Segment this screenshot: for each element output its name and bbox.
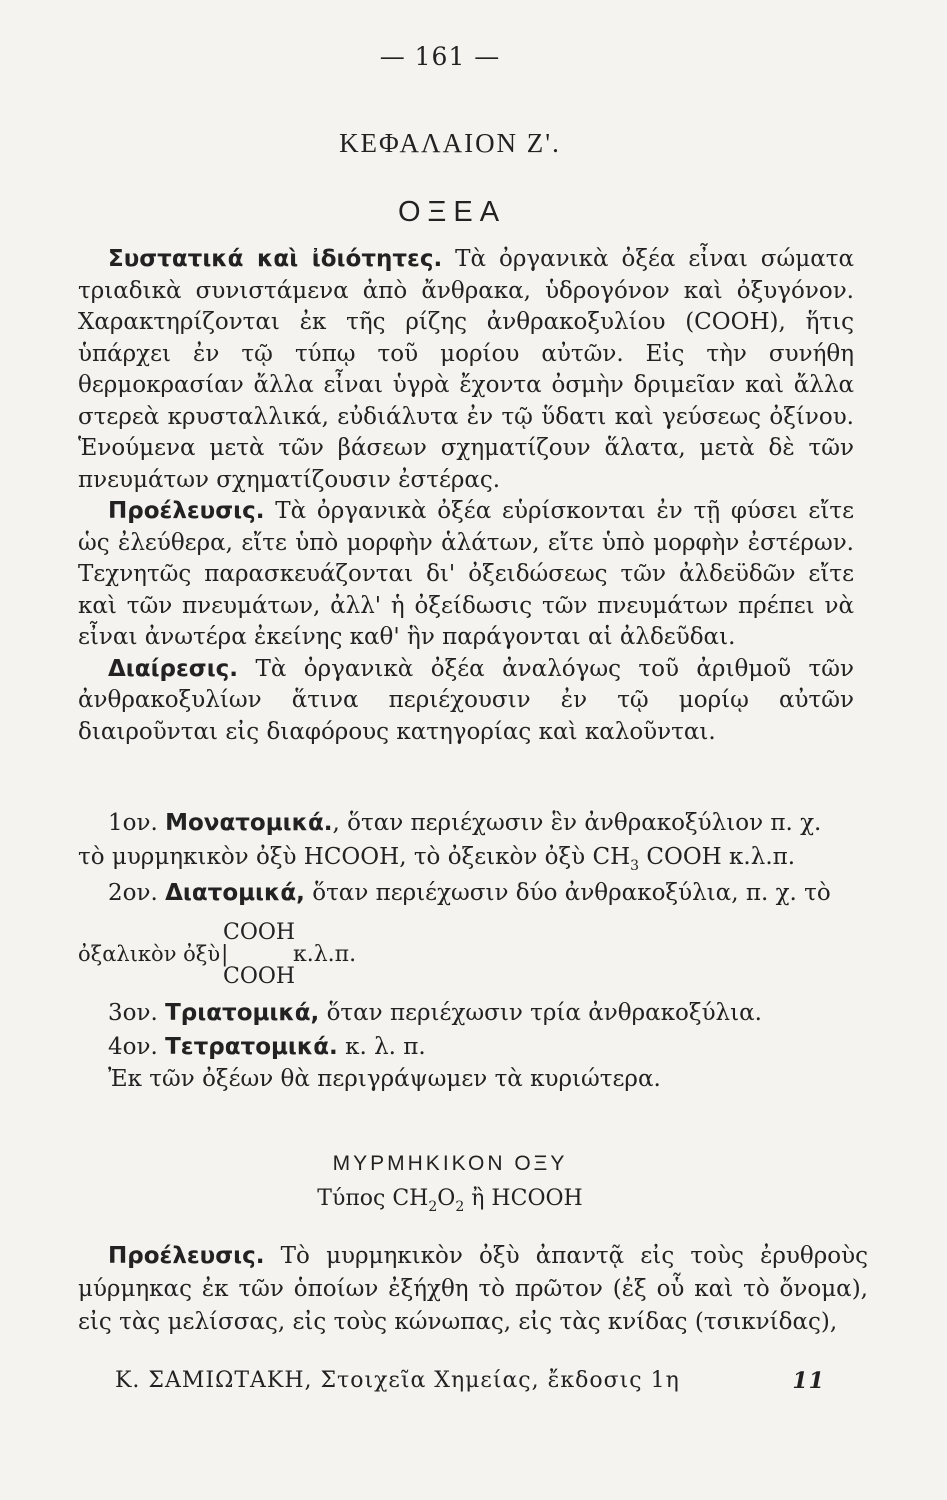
list-item (108, 1000, 762, 1026)
paragraph-origin-formic (78, 1240, 868, 1339)
list-heading: Τριατομικά, (165, 1000, 320, 1026)
list-item (108, 810, 821, 836)
list-item (108, 880, 831, 906)
paragraph-heading: Διαίρεσις. (108, 655, 239, 682)
list-number: 4ον. (108, 1034, 158, 1060)
subsection-title: ΜΥΡΜΗΚΙΚΟΝ ΟΞΥ (332, 1152, 568, 1175)
paragraph-heading: Προέλευσις. (108, 498, 265, 524)
list-item (108, 1034, 426, 1060)
paragraph-heading: Προέλευσις. (108, 1243, 265, 1269)
subsection-formula: Τύπος $CH_2O_2$ ἢ HCOOH (317, 1186, 583, 1215)
paragraph-origin (78, 496, 854, 654)
formic-acid-text (78, 1240, 868, 1339)
formula-label: ὀξαλικὸν ὀξὺ (78, 942, 221, 966)
signature-number: 11 (792, 1368, 825, 1394)
formula-top: COOH (223, 920, 296, 945)
list-number: 2ον. (108, 880, 158, 906)
paragraph-text: Τὰ ὀργανικὰ ὀξέα εἶναι σώματα τριαδικὰ συνιστάμενα ἀπὸ ἄνθρακα, ὑδρογόνον καὶ ὀξυγόνον. Χαρακτηρίζονται ἐκ τῆς ρίζης ἀνθρακοξυλίου (COOH), ἥτις ὑπάρχει ἐν τῷ τύπῳ τοῦ μορίου αὐτῶν. Εἰς τὴν συνήθη θερμοκρασίαν ἄλλα εἶναι ὑγρὰ ἔχοντα ὀσμὴν δριμεῖαν καὶ ἄλλα στερεὰ κρυσταλλικά, εὐδιάλυτα ἐν τῷ ὕδατι καὶ γεύσεως ὀξίνου. Ἑνούμενα μετὰ τῶν βάσεων σχηματίζουν ἅλατα, μετὰ δὲ τῶν πνευμάτων σχηματίζουσιν ἐστέρας. (78, 246, 854, 493)
footer-citation: Κ. ΣΑΜΙΩΤΑΚΗ, Στοιχεῖα Χημείας, ἔκδοσις 1η (115, 1368, 680, 1393)
chapter-title: ΚΕΦΑΛΑΙΟΝ Ζ'. (339, 128, 561, 158)
oxalic-acid-formula (78, 920, 478, 989)
paragraph-text: Τὰ ὀργανικὰ ὀξέα εὑρίσκονται ἐν τῇ φύσει εἴτε ὡς ἐλεύθερα, εἴτε ὑπὸ μορφὴν ἁλάτων, εἴτε ὑπὸ μορφὴν ἐστέρων. Τεχνητῶς παρασκευάζονται δι' ὀξειδώσεως τῶν ἀλδεϋδῶν εἴτε καὶ τῶν πνευμάτων, ἀλλ' ἡ ὀξείδωσις τῶν πνευμάτων πρέπει νὰ εἶναι ἀνωτέρα ἐκείνης καθ' ἣν παράγονται αἱ ἀλδεῦδαι. (78, 498, 854, 650)
list-number: 1ον. (108, 810, 158, 836)
formula-bond: | (221, 942, 229, 967)
paragraph-text: Τὰ ὀργανικὰ ὀξέα ἀναλόγως τοῦ ἀριθμοῦ τῶν ἀνθρακοξυλίων ἅτινα περιέχουσιν ἐν τῷ μορίῳ αὐτῶν διαιροῦνται εἰς διαφόρους κατηγορίας καὶ καλοῦνται. (78, 655, 854, 745)
formula-bottom: COOH (223, 964, 296, 989)
page-footer (115, 1368, 825, 1393)
list-heading: Τετρατομικά. (165, 1034, 338, 1060)
page-number: — 161 — (379, 42, 501, 71)
list-text: ὅταν περιέχωσιν δύο ἀνθρακοξύλια, π. χ. τὸ (304, 880, 831, 906)
paragraph-text: Τὸ μυρμηκικὸν ὀξὺ ἀπαντᾷ εἰς τοὺς ἐρυθροὺς μύρμηκας ἐκ τῶν ὁποίων ἐξήχθη τὸ πρῶτον (ἐξ οὗ καὶ τὸ ὄνομα), εἰς τὰς μελίσσας, εἰς τοὺς κώνωπας, εἰς τὰς κνίδας (τσικνίδας), (78, 1243, 868, 1335)
formula-etc: κ.λ.π. (293, 942, 357, 967)
paragraph-division (78, 654, 854, 749)
list-heading: Μονατομικά. (165, 810, 333, 836)
intro-text (78, 244, 854, 748)
closing-sentence: Ἐκ τῶν ὀξέων θὰ περιγράψωμεν τὰ κυριώτερα. (108, 1066, 661, 1092)
list-number: 3ον. (108, 1000, 158, 1026)
list-text: ὅταν περιέχωσιν τρία ἀνθρακοξύλια. (319, 1000, 762, 1026)
list-text: , ὅταν περιέχωσιν ἓν ἀνθρακοξύλιον π. χ. (332, 810, 822, 836)
list-heading: Διατομικά, (165, 880, 305, 906)
section-title: ΟΞΕΑ (397, 196, 507, 228)
list-item-continuation: τὸ μυρμηκικὸν ὀξὺ HCOOH, τὸ ὀξεικὸν ὀξὺ $CH_3$ COOH κ.λ.π. (78, 844, 796, 874)
paragraph-properties (78, 244, 854, 496)
paragraph-heading: Συστατικά καὶ ἰδιότητες. (108, 246, 443, 272)
list-text: κ. λ. π. (337, 1034, 426, 1060)
